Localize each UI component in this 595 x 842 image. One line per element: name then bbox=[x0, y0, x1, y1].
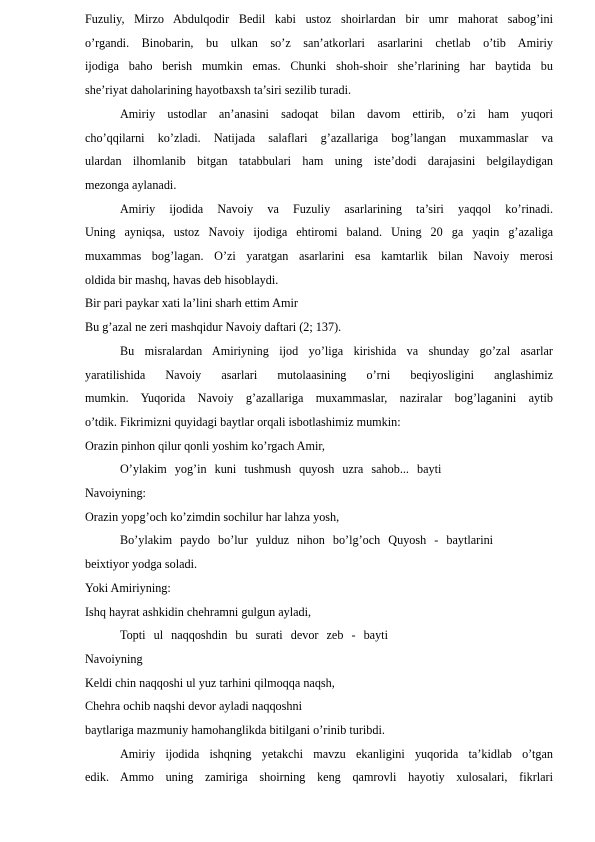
text-line: Orazin yopg’och ko’zimdin sochilur har lahza yosh, bbox=[85, 509, 340, 524]
text-line: Orazin pinhon qilur qonli yoshim ko’rgach Amir, bbox=[85, 438, 325, 453]
text-line: Bu g’azal ne zeri mashqidur Navoiy daftari (2; 137). bbox=[85, 320, 342, 335]
text-line: Ishq hayrat ashkidin chehramni gulgun ayladi, bbox=[85, 604, 312, 619]
text-line: Amiriy ustodlar an’anasini sadoqat bilan davom ettirib, o’zi ham yuqori bbox=[120, 106, 553, 121]
text-line: Fuzuliy, Mirzo Abdulqodir Bedil kabi ustoz shoirlardan bir umr mahorat sabog’ini bbox=[85, 12, 553, 26]
text-line: Yoki Amiriyning: bbox=[85, 580, 171, 595]
text-line: Topti ul naqqoshdin bu surati devor zeb - bayti bbox=[120, 628, 388, 643]
text-line: oldida bir mashq, havas deb hisoblaydi. bbox=[85, 272, 279, 287]
text-line: edik. Ammo uning zamiriga shoirning keng qamrovli hayotiy xulosalari, fikrlari bbox=[85, 770, 553, 785]
text-line: Bir pari paykar xati la’lini sharh ettim Amir bbox=[85, 296, 298, 311]
text-line: Bo’ylakim paydo bo’lur yulduz nihon bo’lg’och Quyosh - baytlarini bbox=[120, 533, 494, 548]
text-line: O’ylakim yog’in kuni tushmush quyosh uzra sahob... bayti bbox=[120, 462, 442, 477]
text-line: Amiriy ijodida Navoiy va Fuzuliy asarlarining ta’siri yaqqol ko’rinadi. bbox=[120, 201, 553, 216]
text-line: Chehra ochib naqshi devor ayladi naqqoshni bbox=[85, 699, 302, 714]
text-line: she’riyat daholarining hayotbaxsh ta’siri sezilib turadi. bbox=[85, 83, 352, 98]
text-line: mezonga aylanadi. bbox=[85, 177, 177, 192]
text-line: o’rgandi. Binobarin, bu ulkan so’z san’atkorlari asarlarini chetlab o’tib Amiriy bbox=[85, 35, 553, 50]
text-line: mumkin. Yuqorida Navoiy g’azallariga muxammaslar, naziralar bog’laganini aytib bbox=[85, 391, 553, 406]
text-line: baytlariga mazmuniy hamohanglikda bitilgani o’rinib turibdi. bbox=[85, 723, 385, 737]
text-line: Navoiyning: bbox=[85, 486, 146, 500]
text-line: o’tdik. Fikrimizni quyidagi baytlar orqali isbotlashimiz mumkin: bbox=[85, 414, 401, 429]
text-line: Bu misralardan Amiriyning ijod yo’liga kirishida va shunday go’zal asarlar bbox=[120, 343, 553, 358]
text-line: Keldi chin naqqoshi ul yuz tarhini qilmoqqa naqsh, bbox=[85, 675, 335, 690]
text-line: Uning ayniqsa, ustoz Navoiy ijodiga ehtiromi baland. Uning 20 ga yaqin g’azaliga bbox=[85, 225, 553, 240]
text-line: muxammas bog’lagan. O’zi yaratgan asarlarini esa kamtarlik bilan Navoiy merosi bbox=[85, 249, 553, 263]
text-line: yaratilishida Navoiy asarlari mutolaasining o’rni beqiyosligini anglashimiz bbox=[85, 367, 553, 382]
text-line: ijodiga baho berish mumkin emas. Chunki shoh-shoir she’rlarining har baytida bu bbox=[85, 59, 553, 74]
text-line: beixtiyor yodga soladi. bbox=[85, 557, 198, 572]
text-line: Navoiyning bbox=[85, 651, 143, 666]
text-line: Amiriy ijodida ishqning yetakchi mavzu ekanligini yuqorida ta’kidlab o’tgan bbox=[120, 746, 553, 761]
text-line: cho’qqilarni ko’zladi. Natijada salaflari g’azallariga bog’langan muxammaslar va bbox=[85, 130, 553, 145]
text-line: ulardan ilhomlanib bitgan tatabbulari ham uning iste’dodi darajasini belgilaydigan bbox=[85, 154, 553, 169]
